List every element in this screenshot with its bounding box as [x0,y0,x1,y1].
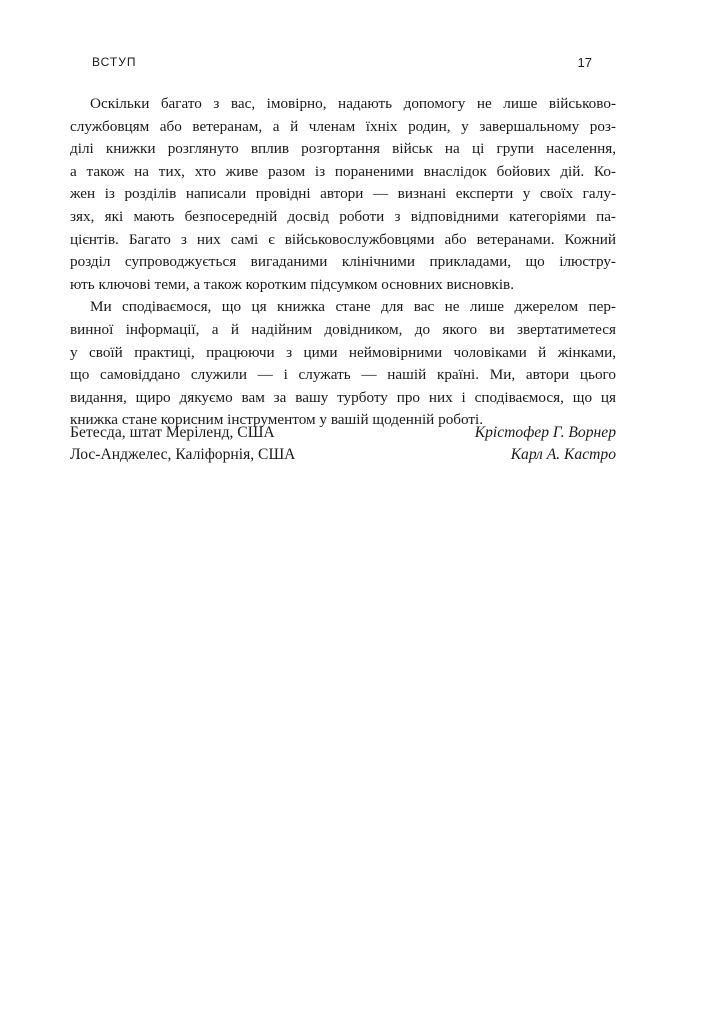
text-line: жен із розділів написали провідні автори — визнані експерти у своїх галу- [70,185,616,203]
text-line: зях, які мають безпосередній досвід роботи з відповідними категоріями па- [70,207,616,225]
text-line: у своїй практиці, працюючи з цими неймовірними чоловіками й жінками, [70,343,616,361]
signature-block [70,422,616,466]
paragraph-1 [70,93,616,296]
section-title: ВСТУП [92,55,137,69]
running-head [92,55,592,75]
signature-row [70,444,616,466]
text-line: Ми сподіваємося, що ця книжка стане для вас не лише джерелом пер- [90,298,616,316]
paragraph-2 [70,296,616,432]
text-line: винної інформації, а й надійним довідником, до якого ви звертатиметеся [70,320,616,338]
text-line: цієнтів. Багато з них самі є військовослужбовцями або ветеранами. Кожний [70,230,616,248]
text-line: ють ключові теми, а також коротким підсумком основних висновків. [70,275,515,293]
text-line: а також на тих, хто живе разом із пораненими внаслідок бойових дій. Ко- [70,162,616,180]
signature-row [70,422,616,444]
signature-author: Карл А. Кастро [510,446,616,463]
text-line: книжка стане корисним інструментом у вашій щоденній роботі. [70,411,484,429]
signature-author: Крістофер Г. Ворнер [474,424,616,441]
text-line: ділі книжки розглянуто вплив розгортання військ на ці групи населення, [70,140,616,158]
body-text [70,93,616,432]
page-number: 17 [577,55,592,70]
text-line: що самовіддано служили — і служать — нашій країні. Ми, автори цього [70,366,616,384]
text-line: видання, щиро дякуємо вам за вашу турботу про них і сподіваємося, що ця [70,388,616,406]
text-line: розділ супроводжується вигаданими клінічними прикладами, що ілюстру- [70,253,616,271]
signature-place: Бетесда, штат Меріленд, США [70,424,275,441]
signature-place: Лос-Анджелес, Каліфорнія, США [70,446,296,463]
text-line: службовцям або ветеранам, а й членам їхніх родин, у завершальному роз- [70,117,616,135]
text-line: Оскільки багато з вас, імовірно, надають допомогу не лише військово- [90,95,616,112]
